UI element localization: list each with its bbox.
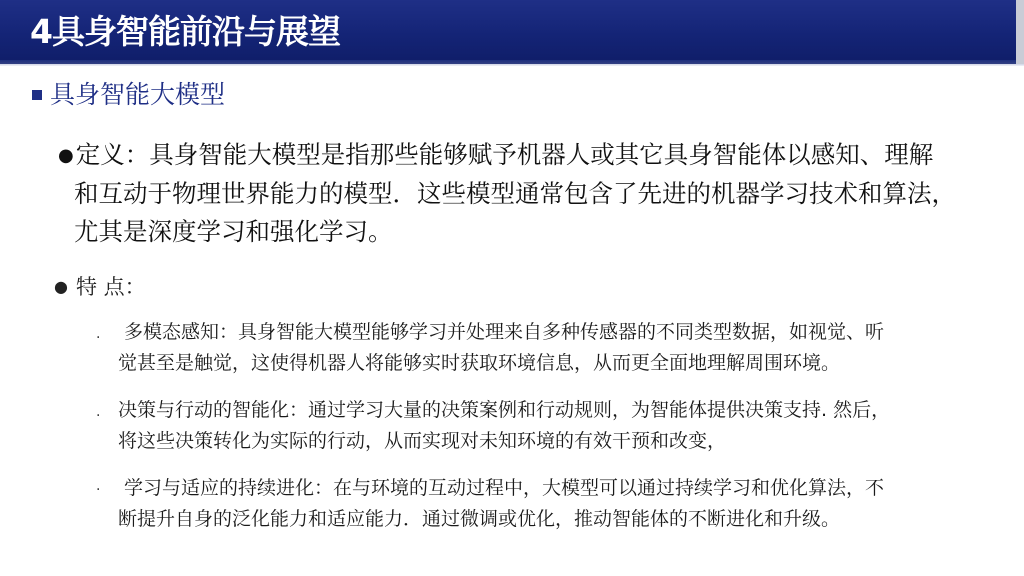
section-heading-text: 具身智能大模型	[50, 80, 226, 109]
section-heading	[32, 80, 225, 110]
feature-line	[96, 396, 976, 427]
feature-item-decision-action	[96, 396, 976, 456]
title-bar-shadow	[0, 60, 1024, 66]
bullet-icon: ●	[54, 277, 68, 296]
feature-line: 断提升自身的泛化能力和适应能力．通过微调或优化，推动智能体的不断进化和升级。	[118, 508, 841, 530]
feature-marker: .	[96, 326, 101, 342]
feature-item-multimodal-perception	[96, 318, 976, 378]
definition-line-3: 尤其是深度学习和强化学习。	[74, 217, 393, 246]
feature-item-continuous-evolution	[96, 474, 976, 534]
features-heading-text: 特 点：	[75, 275, 146, 299]
feature-text: 决策与行动的智能化：通过学习大量的决策案例和行动规则，为智能体提供决策支持. 然后，	[118, 399, 891, 421]
definition-line-2: 和互动于物理世界能力的模型．这些模型通常包含了先进的机器学习技术和算法，	[74, 179, 956, 208]
title-bar	[0, 0, 1024, 64]
definition-paragraph	[58, 136, 988, 251]
feature-line	[96, 318, 976, 349]
title-bar-edge	[1016, 0, 1024, 64]
feature-line: 觉甚至是触觉，这使得机器人将能够实时获取环境信息，从而更全面地理解周围环境。	[118, 352, 841, 374]
square-bullet-icon	[32, 90, 42, 100]
definition-text-1: 定义：具身智能大模型是指那些能够赋予机器人或其它具身智能体以感知、理解	[75, 140, 934, 169]
feature-line	[96, 474, 976, 505]
features-heading	[54, 272, 146, 302]
feature-text: 学习与适应的持续进化：在与环境的互动过程中，大模型可以通过持续学习和优化算法，不	[118, 477, 885, 499]
slide-title: 4具身智能前沿与展望	[30, 12, 340, 51]
definition-line-1	[58, 136, 988, 175]
feature-marker: .	[96, 404, 101, 420]
feature-line: 将这些决策转化为实际的行动，从而实现对未知环境的有效干预和改变，	[118, 430, 727, 452]
feature-text: 多模态感知：具身智能大模型能够学习并处理来自多种传感器的不同类型数据，如视觉、听	[118, 321, 885, 343]
feature-marker: ·	[96, 482, 101, 498]
bullet-icon: ●	[58, 145, 74, 166]
